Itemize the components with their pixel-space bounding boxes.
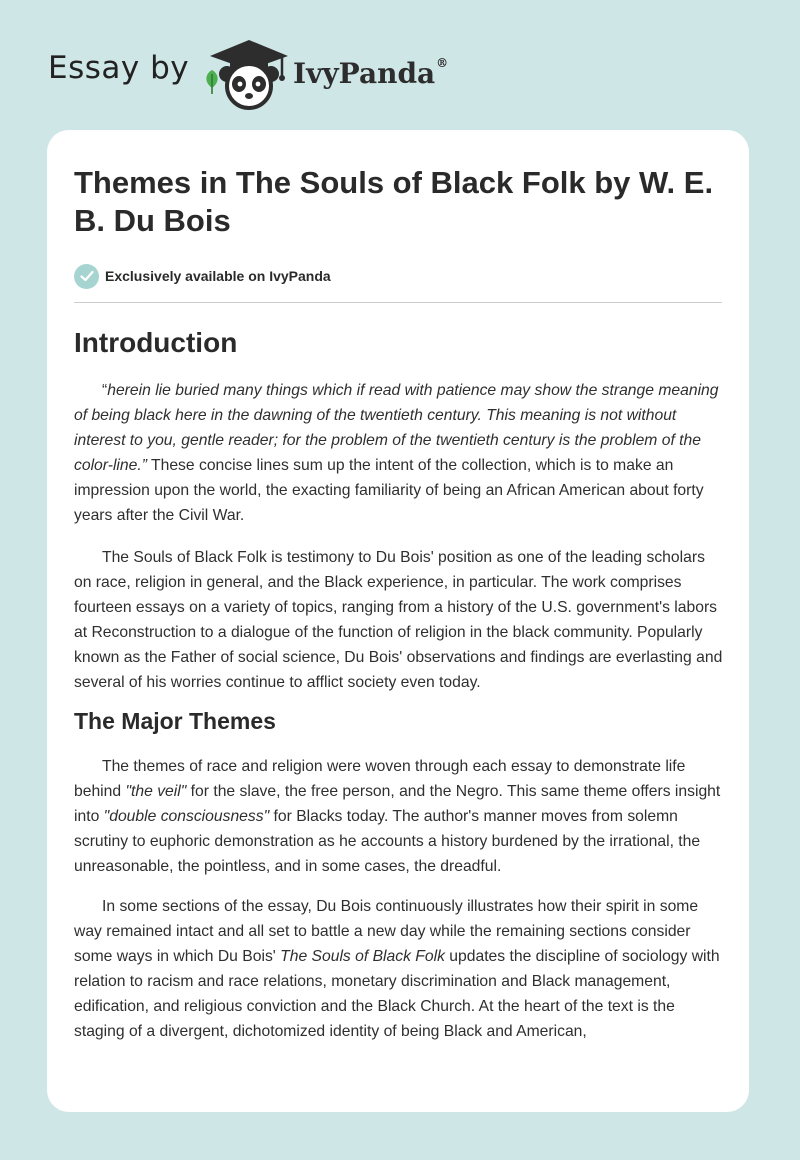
essay-body	[74, 320, 726, 1044]
essay-title: Themes in The Souls of Black Folk by W. E. B. Du Bois	[74, 165, 714, 238]
themes-paragraph-1: The themes of race and religion were woven through each essay to demonstrate life behind "the veil" for the slave, the free person, and the Negro. This same theme offers insight into "double consciousness" for Blacks today. The author's manner moves from solemn scrutiny to euphoric demonstration as he accounts a history burdened by the irrational, the unreasonable, the pointless, and in some cases, the dreadful.	[74, 758, 721, 875]
exclusive-badge	[74, 263, 331, 289]
themes-paragraph-2: In some sections of the essay, Du Bois continuously illustrates how their spirit in some way remained intact and all set to battle a new day while the remaining sections consider some ways in which Du Bois' The Souls of Black Folk updates the discipline of sociology with relation to racism and race relations, monetary discrimination and Black management, edification, and religious conviction and the Black Church. At the heart of the text is the staging of a divergent, dichotomized identity of being Black and American,	[74, 898, 720, 1040]
intro-paragraph-2: The Souls of Black Folk is testimony to Du Bois' position as one of the leading scholars on race, religion in general, and the Black experience, in particular. The work comprises fourteen essays on a variety of topics, ranging from a history of the U.S. government's labors at Reconstruction to a dialogue of the function of religion in the black community. Popularly known as the Father of social science, Du Bois' observations and findings are everlasting and several of his worries continue to afflict society even today.	[74, 549, 723, 691]
section-heading-major-themes: The Major Themes	[74, 708, 276, 734]
essay-by-text: Essay by	[48, 50, 190, 86]
section-heading-introduction: Introduction	[74, 327, 238, 358]
brand-name[interactable]: IvyPanda®	[293, 56, 449, 90]
badge-label: Exclusively available on IvyPanda	[105, 268, 331, 284]
site-header	[0, 0, 800, 120]
panda-logo-icon	[208, 38, 290, 110]
check-icon	[74, 264, 99, 289]
divider	[74, 302, 722, 303]
essay-card	[47, 130, 749, 1112]
intro-paragraph-1: “herein lie buried many things which if read with patience may show the strange meaning of being black here in the dawning of the twentieth century. This meaning is not without interest to you, gentle reader; for the problem of the twentieth century is the problem of the color-line.” These concise lines sum up the intent of the collection, which is to make an impression upon the world, the exacting familiarity of being an African American about forty years after the Civil War.	[74, 382, 719, 524]
